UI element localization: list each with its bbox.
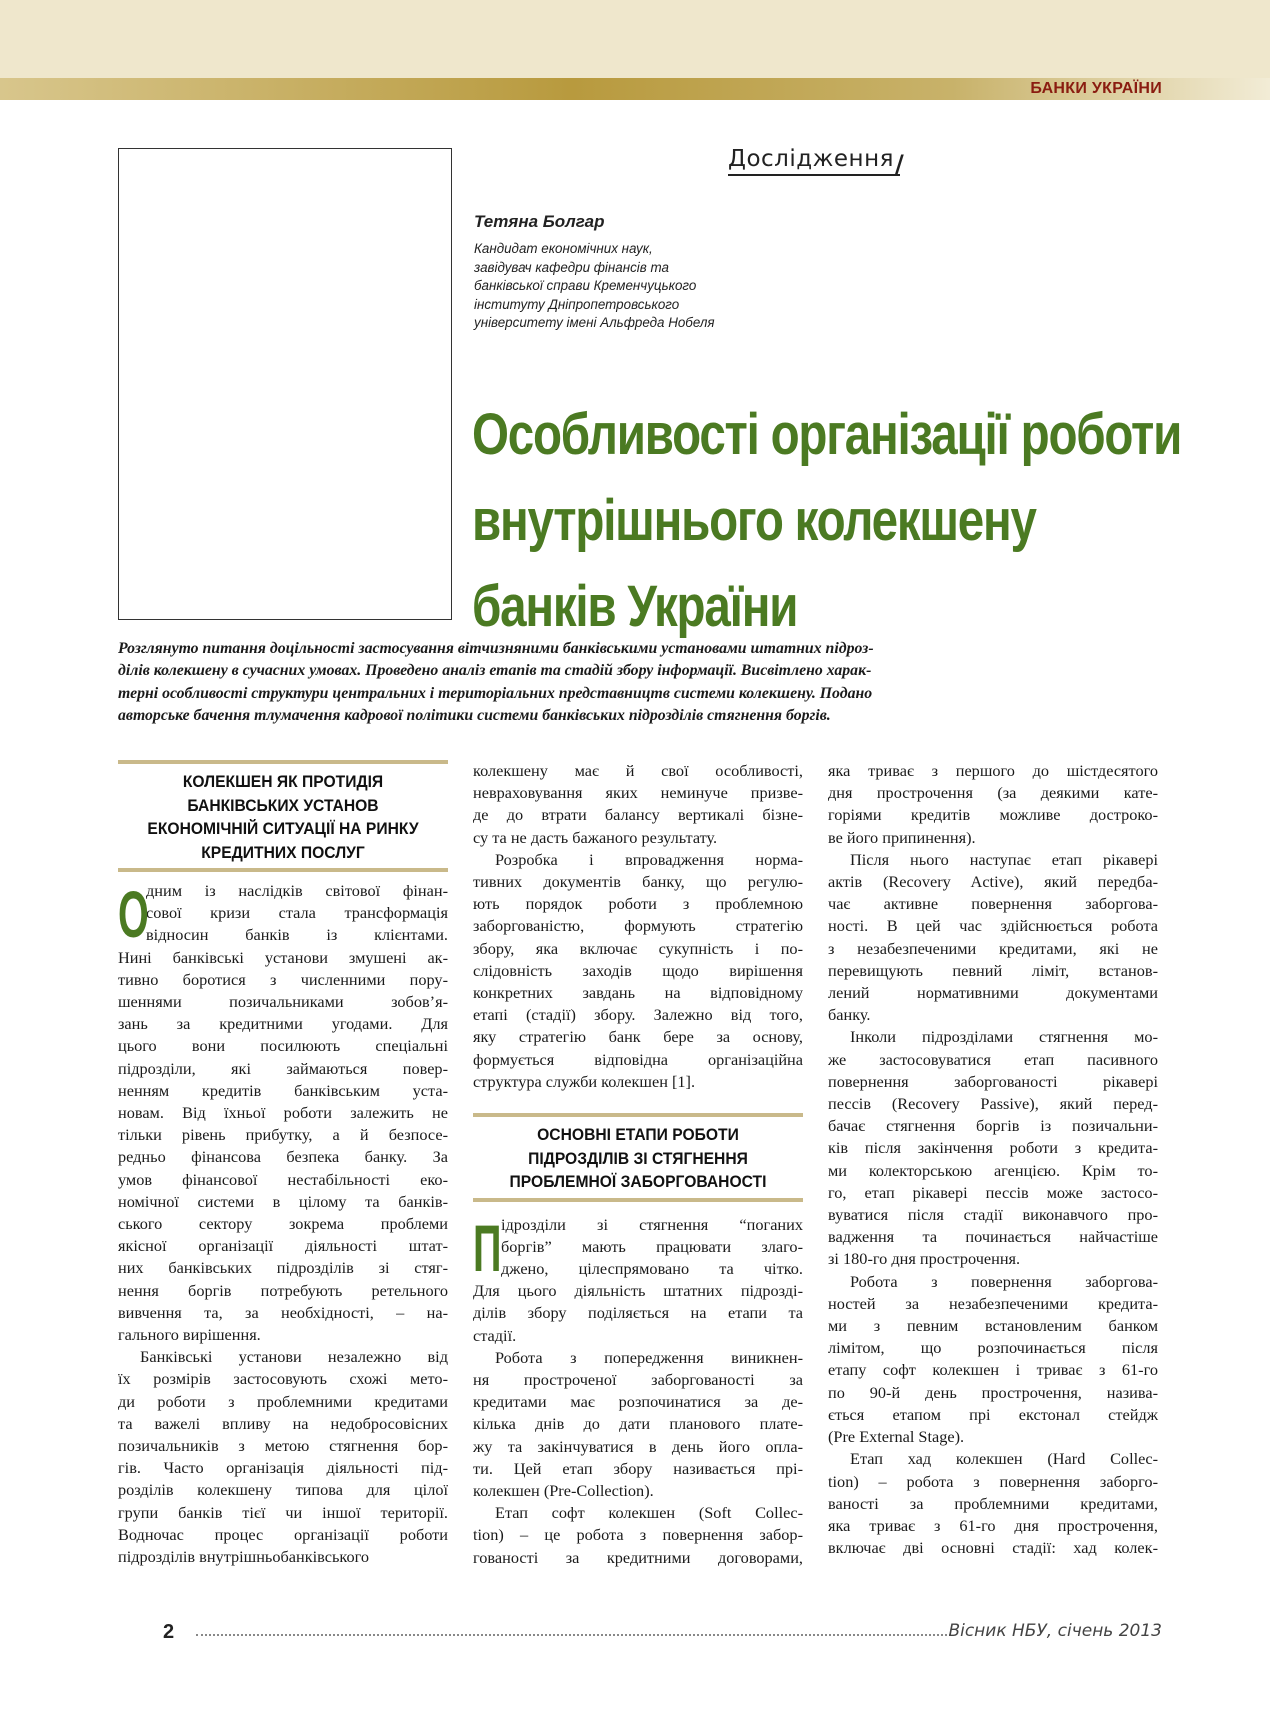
text-line: вивчення та, за необхідності, – на- xyxy=(118,1302,448,1322)
text-line: ється етапом прі екстонал стейдж xyxy=(828,1404,1158,1424)
heading-line: ПРОБЛЕМНОЇ ЗАБОРГОВАНОСТІ xyxy=(509,1172,767,1192)
text-line: ми колекторською агенцією. Крім то- xyxy=(828,1160,1158,1180)
text-line: де до втрати балансу вертикалі бізне- xyxy=(473,805,803,825)
text-line: нення боргів потребують ретельного xyxy=(118,1280,448,1300)
text-line: них банківських підрозділів зі стяг- xyxy=(118,1258,448,1278)
text-line: ють порядок роботи з проблемною xyxy=(473,894,803,914)
paragraph xyxy=(473,760,803,849)
author-info-line: університету імені Альфреда Нобеля xyxy=(474,315,715,330)
rubric-label: Дослідження xyxy=(728,146,894,172)
text-line: ділів збору поділяється на етапи та xyxy=(473,1303,803,1323)
title-line: банків України xyxy=(472,574,798,639)
text-line: перевищують певний ліміт, встанов- xyxy=(828,960,1158,980)
dropcap-letter: О xyxy=(118,877,149,951)
text-line: ти. Цей етап збору називається прі- xyxy=(473,1458,803,1478)
heading-line: ПІДРОЗДІЛІВ ЗІ СТЯГНЕННЯ xyxy=(528,1148,748,1168)
text-line: боргів” мають працювати злаго- xyxy=(501,1236,803,1256)
text-line: включає дві основні стадії: хад колек- xyxy=(828,1538,1158,1558)
text-line: зань за кредитними угодами. Для xyxy=(118,1014,448,1034)
text-line: кредитами має розпочинатися за де- xyxy=(473,1392,803,1412)
text-line: тільки рівень прибутку, а й безпосе- xyxy=(118,1125,448,1145)
paragraph xyxy=(828,1448,1158,1559)
paragraph xyxy=(828,1271,1158,1449)
text-line: ми з певним встановленим банком xyxy=(828,1316,1158,1336)
text-line: етапу софт колекшен і триває з 61-го xyxy=(828,1360,1158,1380)
text-line: умов фінансової нестабільності еко- xyxy=(118,1169,448,1189)
author-info-line: Кандидат економічних наук, xyxy=(474,241,653,256)
abstract-line: авторське бачення тлумачення кадрової політики системи банківських підрозділів стягнення боргів. xyxy=(118,707,831,725)
text-line: формується відповідна організаційна xyxy=(473,1049,803,1069)
text-line: джено, цілеспрямовано та чітко. xyxy=(501,1258,803,1278)
text-line: Інколи підрозділами стягнення мо- xyxy=(850,1027,1158,1047)
heading-line: БАНКІВСЬКИХ УСТАНОВ xyxy=(187,795,379,815)
section-heading-1 xyxy=(118,760,448,872)
text-line: горіями кредитів можливе достроко- xyxy=(828,805,1158,825)
text-line: та важелі впливу на недобросовісних xyxy=(118,1413,448,1433)
dropcap-letter: П xyxy=(473,1210,502,1285)
text-line: позичальників з метою стягнення бор- xyxy=(118,1436,448,1456)
text-line: ваності за проблемними кредитами, xyxy=(828,1493,1158,1513)
paragraph xyxy=(473,849,803,1093)
column-3 xyxy=(828,760,1158,1559)
rubric-slash-icon: / xyxy=(895,150,904,178)
abstract-line: Розглянуто питання доцільності застосування вітчизняними банківськими установами штатних підроз- xyxy=(118,640,874,657)
text-line: жу та закінчуватися в день його опла- xyxy=(473,1436,803,1456)
column-1 xyxy=(118,760,448,1568)
text-line: ненням кредитів банківським уста- xyxy=(118,1080,448,1100)
text-line: сової кризи стала трансформація xyxy=(146,903,448,923)
heading-line: КОЛЕКШЕН ЯК ПРОТИДІЯ xyxy=(182,772,384,791)
text-line: гованості за кредитними договорами, xyxy=(473,1547,803,1567)
text-line: Після нього наступає етап рікавері xyxy=(850,849,1158,869)
text-line: тивних документів банку, що регулю- xyxy=(473,872,803,892)
text-line: відносин банків із клієнтами. xyxy=(146,925,448,945)
text-line: групи банків тієї чи іншої території. xyxy=(118,1502,448,1522)
text-line: ностей за незабезпеченими кредита- xyxy=(828,1293,1158,1313)
text-line: актів (Recovery Active), який передба- xyxy=(828,872,1158,892)
author-info-line: завідувач кафедри фінансів та xyxy=(474,259,669,275)
author-name: Тетяна Болгар xyxy=(474,212,605,231)
text-line: бачає стягнення боргів із позичальни- xyxy=(828,1116,1158,1136)
text-line: підрозділи, які займаються повер- xyxy=(118,1058,448,1078)
paragraph xyxy=(473,1280,803,1347)
text-line: слідовність заходів щодо вирішення xyxy=(473,960,803,980)
text-line: номічної системи в цілому та банків- xyxy=(118,1191,448,1211)
text-line: їх розмірів застосовують схожі мето- xyxy=(118,1369,448,1389)
text-line: шеннями позичальниками зобов’я- xyxy=(118,992,448,1012)
title-line: Особливості організації роботи xyxy=(472,402,1182,467)
text-line: Етап софт колекшен (Soft Collec- xyxy=(495,1503,803,1523)
text-line: збору, яка включає сукупність і по- xyxy=(473,938,803,958)
text-line: су та не дасть бажаного результату. xyxy=(473,827,718,847)
text-line: редньо фінансова безпека банку. За xyxy=(118,1147,448,1167)
text-line: колекшену має й свої особливості, xyxy=(473,761,803,780)
author-photo-placeholder xyxy=(118,148,452,620)
text-line: Розробка і впровадження норма- xyxy=(495,849,803,869)
text-line: Нині банківські установи змушені ак- xyxy=(118,947,448,967)
text-line: яка триває з першого до шістдесятого xyxy=(828,761,1158,780)
article-title xyxy=(472,392,1182,650)
text-line: tion) – робота з повернення заборго- xyxy=(828,1471,1158,1491)
text-line: структура служби колекшен [1]. xyxy=(473,1071,696,1091)
text-line: невраховування яких неминуче призве- xyxy=(473,783,803,803)
text-line: з незабезпеченими кредитами, які не xyxy=(828,938,1158,958)
text-line: ності. В цей час здійснюється робота xyxy=(828,916,1158,936)
text-line: Етап хад колекшен (Hard Collec- xyxy=(850,1449,1158,1469)
dropcap-paragraph xyxy=(118,877,448,951)
paragraph xyxy=(828,760,1158,849)
paragraph xyxy=(828,1026,1158,1270)
text-line: вуватися після стадії виконавчого про- xyxy=(828,1205,1158,1225)
text-line: дним із наслідків світової фінан- xyxy=(146,881,448,900)
text-line: го, етап рікавері пессів може застосо- xyxy=(828,1182,1158,1202)
text-line: лімітом, що розпочинається після xyxy=(828,1338,1158,1358)
text-line: розділів колекшену типова для цілої xyxy=(118,1480,448,1500)
text-line: якісної організації діяльності штат- xyxy=(118,1236,448,1256)
text-line: яка триває з 61-го дня прострочення, xyxy=(828,1515,1158,1535)
paragraph xyxy=(473,1502,803,1569)
text-line: етапі (стадії) збору. Залежно від того, xyxy=(473,1005,803,1025)
heading-line: КРЕДИТНИХ ПОСЛУГ xyxy=(201,842,365,862)
text-line: повернення заборгованості рікавері xyxy=(828,1071,1158,1091)
paragraph xyxy=(828,849,1158,1027)
text-line: кілька днів до дати планового плате- xyxy=(473,1414,803,1434)
abstract-line: терні особливості структури центральних і територіальних представництв системи колекшену. Подано xyxy=(118,684,873,702)
text-line: по 90-й день прострочення, назива- xyxy=(828,1382,1158,1402)
journal-name: Вісник НБУ, січень 2013 xyxy=(948,1621,1162,1641)
abstract-line: ділів колекшену в сучасних умовах. Проведено аналіз етапів та стадій збору інформації. Висвітлено харак- xyxy=(118,662,872,680)
header-band xyxy=(0,0,1270,78)
text-line: же застосовуватися етап пасивного xyxy=(828,1049,1158,1069)
text-line: ве його припинення). xyxy=(828,827,976,847)
text-line: зі 180-го дня прострочення. xyxy=(828,1249,1021,1269)
text-line: цього вони посилюють спеціальні xyxy=(118,1036,448,1056)
text-line: Водночас процес організації роботи xyxy=(118,1524,448,1544)
text-line: Робота з попередження виникнен- xyxy=(495,1347,803,1367)
text-line: лений нормативними документами xyxy=(828,983,1158,1003)
heading-line: ЕКОНОМІЧНІЙ СИТУАЦІЇ НА РИНКУ xyxy=(147,819,419,838)
page-number: 2 xyxy=(163,1621,175,1643)
text-line: колекшен (Pre-Collection). xyxy=(473,1480,654,1500)
paragraph xyxy=(118,947,448,1347)
section-label: БАНКИ УКРАЇНИ xyxy=(1030,80,1162,97)
title-line: внутрішнього колекшену xyxy=(472,488,1036,553)
text-line: ського сектору зокрема проблеми xyxy=(118,1214,448,1234)
section-heading-2 xyxy=(473,1113,803,1202)
text-line: новам. Від їхньої роботи залежить не xyxy=(118,1103,448,1123)
author-info-line: банківської справи Кременчуцького xyxy=(474,278,697,293)
text-line: яку стратегію банк бере за основу, xyxy=(473,1027,803,1047)
text-line: ідрозділи зі стягнення “поганих xyxy=(501,1214,803,1234)
text-line: підрозділів внутрішньобанківського xyxy=(118,1547,370,1567)
text-line: (Pre External Stage). xyxy=(828,1427,965,1447)
text-line: чає активне повернення заборгова- xyxy=(828,894,1158,914)
text-line: гального вирішення. xyxy=(118,1325,261,1345)
text-line: дня прострочення (за деякими кате- xyxy=(828,783,1158,803)
text-line: вадження та починається найчастіше xyxy=(828,1227,1158,1247)
text-line: заборгованістю, формують стратегію xyxy=(473,916,803,936)
text-line: ня простроченої заборгованості за xyxy=(473,1369,803,1389)
footer-dotted-rule xyxy=(196,1634,951,1636)
text-line: конкретних завдань на відповідному xyxy=(473,983,803,1003)
heading-line: ОСНОВНІ ЕТАПИ РОБОТИ xyxy=(537,1125,739,1145)
column-2 xyxy=(473,760,803,1569)
text-line: Банківські установи незалежно від xyxy=(140,1347,448,1367)
paragraph xyxy=(473,1347,803,1502)
text-line: гів. Часто організація діяльності під- xyxy=(118,1458,448,1478)
text-line: Робота з повернення заборгова- xyxy=(850,1271,1158,1291)
text-line: Для цього діяльність штатних підрозді- xyxy=(473,1281,803,1301)
text-line: банку. xyxy=(828,1005,871,1025)
paragraph xyxy=(118,1346,448,1568)
text-line: ди роботи з проблемними кредитами xyxy=(118,1391,448,1411)
text-line: пессів (Recovery Passive), який перед- xyxy=(828,1094,1158,1114)
abstract xyxy=(118,638,1158,728)
author-info-line: інституту Дніпропетровського xyxy=(474,296,680,312)
text-line: тивно боротися з численними пору- xyxy=(118,969,448,989)
text-line: стадії. xyxy=(473,1325,517,1345)
author-info xyxy=(474,240,774,333)
text-line: tion) – це робота з повернення забор- xyxy=(473,1525,803,1545)
rubric-underline xyxy=(728,174,900,176)
dropcap-paragraph xyxy=(473,1210,803,1285)
text-line: ків після закінчення роботи з кредита- xyxy=(828,1138,1158,1158)
